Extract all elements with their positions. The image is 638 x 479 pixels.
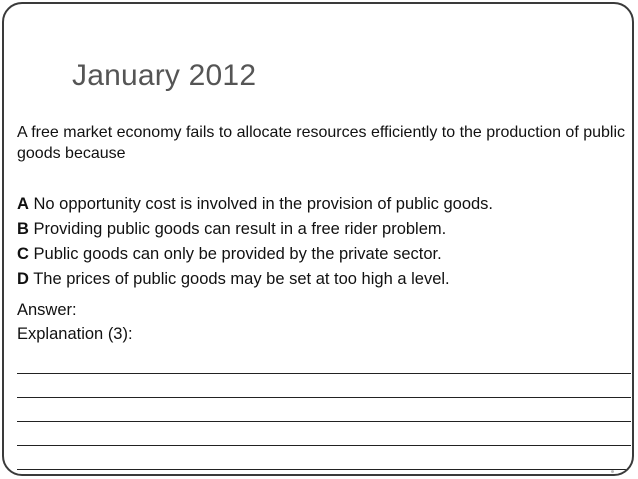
option-letter: C — [17, 245, 29, 263]
slide-marker-dot — [611, 470, 614, 473]
option-letter: A — [17, 195, 29, 213]
question-text: A free market economy fails to allocate resources efficiently to the production of public goods because — [17, 124, 626, 162]
writing-line — [17, 470, 363, 476]
answer-label: Answer: — [17, 301, 77, 319]
slide-title: January 2012 — [72, 59, 257, 92]
writing-line — [17, 398, 631, 422]
option-b — [17, 217, 627, 242]
writing-line — [17, 446, 631, 470]
writing-line — [17, 374, 631, 398]
slide-frame — [2, 2, 634, 476]
option-letter: B — [17, 220, 29, 238]
option-letter: D — [17, 270, 29, 288]
writing-line — [17, 422, 631, 446]
option-text: Public goods can only be provided by the private sector. — [28, 245, 442, 263]
option-text: Providing public goods can result in a free rider problem. — [28, 220, 447, 238]
answer-options — [17, 192, 627, 292]
option-c — [17, 242, 627, 267]
option-text: No opportunity cost is involved in the provision of public goods. — [28, 195, 494, 213]
answer-lines — [17, 350, 631, 476]
option-text: The prices of public goods may be set at too high a level. — [28, 270, 450, 288]
writing-line — [17, 350, 631, 374]
option-d — [17, 267, 627, 292]
explanation-label: Explanation (3): — [17, 325, 133, 343]
option-a — [17, 192, 627, 217]
